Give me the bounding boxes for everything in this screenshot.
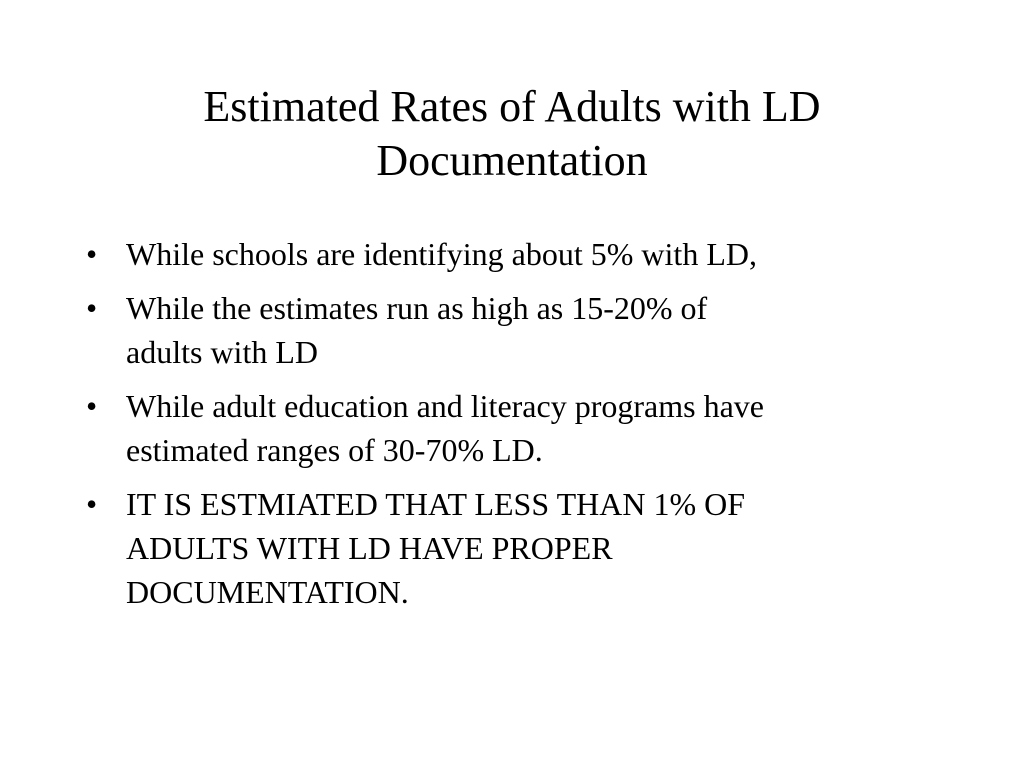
slide-title-line: Documentation (376, 136, 648, 185)
bullet-text-line: IT IS ESTMIATED THAT LESS THAN 1% OF (126, 486, 745, 522)
bullet-text-line: DOCUMENTATION. (126, 574, 409, 610)
bullet-text-line: ADULTS WITH LD HAVE PROPER (126, 530, 613, 566)
bullet-item-schools (86, 232, 946, 276)
bullet-item-adult-education (86, 384, 946, 472)
bullet-text-line: While schools are identifying about 5% with LD, (126, 236, 757, 272)
bullet-dot-icon: • (86, 290, 98, 326)
bullet-text-line: While the estimates run as high as 15-20% of (126, 290, 708, 326)
bullet-dot-icon: • (86, 486, 98, 522)
bullet-item-documentation (86, 482, 946, 614)
slide-title-line: Estimated Rates of Adults with LD (203, 82, 821, 131)
bullet-list (86, 232, 946, 624)
bullet-text-line: estimated ranges of 30-70% LD. (126, 432, 543, 468)
bullet-item-estimates (86, 286, 946, 374)
bullet-text-line: While adult education and literacy programs have (126, 388, 764, 424)
slide-title (90, 80, 934, 188)
bullet-text-line: adults with LD (126, 334, 318, 370)
bullet-dot-icon: • (86, 236, 98, 272)
bullet-dot-icon: • (86, 388, 98, 424)
